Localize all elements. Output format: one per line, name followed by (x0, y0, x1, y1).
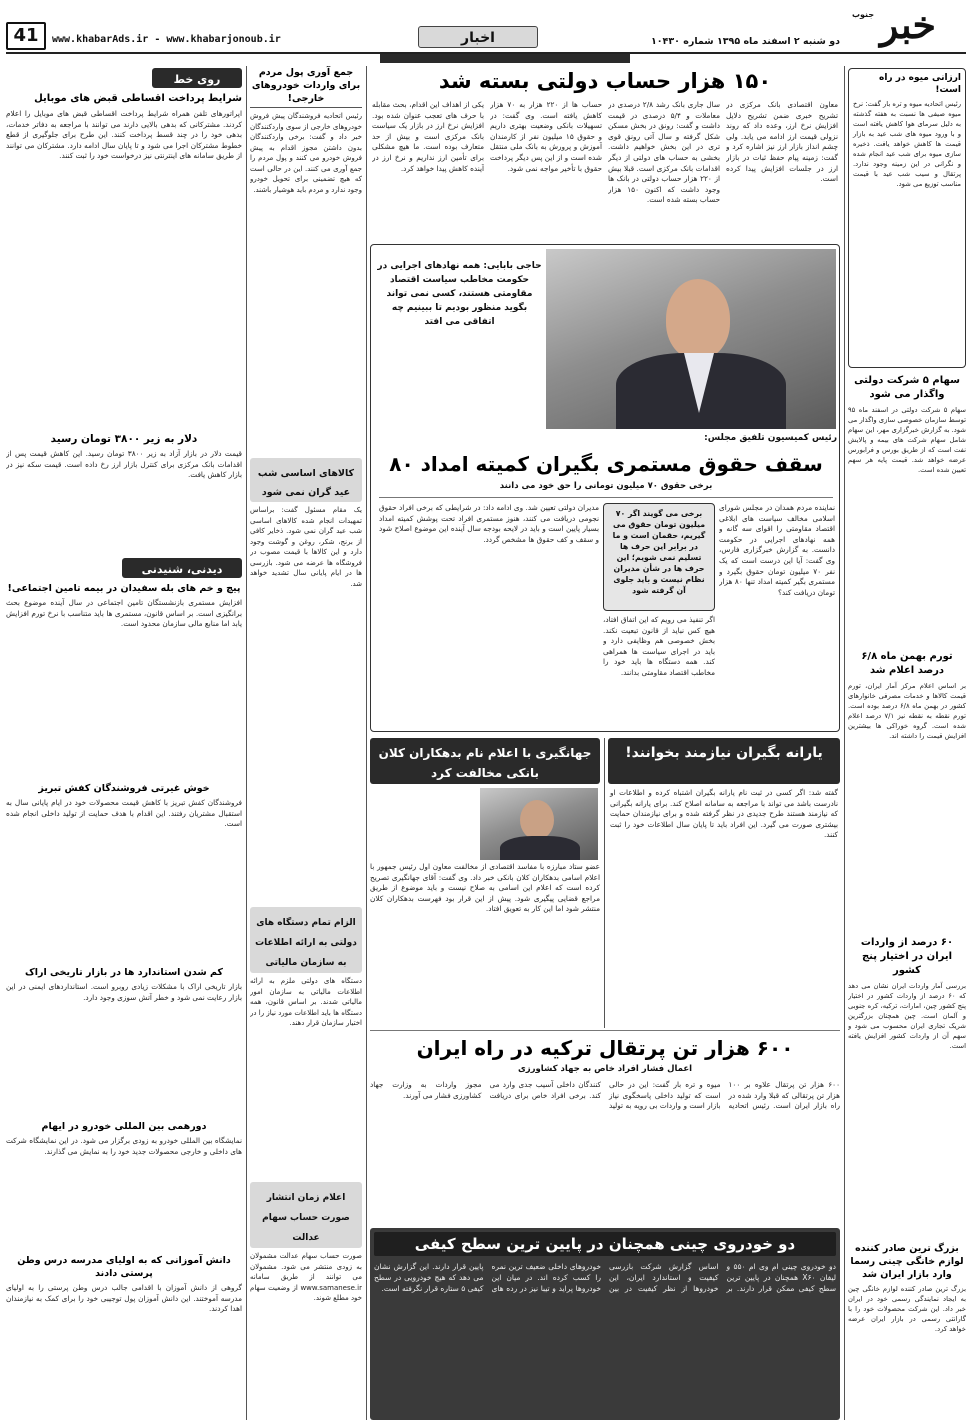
left-item-3 (6, 582, 242, 778)
section-label: اخبار (461, 30, 495, 46)
date-line: دو شنبه ۲ اسفند ماه ۱۳۹۵ شماره ۱۰۴۳۰ (650, 36, 840, 47)
photo-figure-head (666, 279, 730, 359)
didani-label: دیدنی، شنیدنی (141, 563, 223, 576)
divider (366, 66, 367, 1420)
main-body-col-2: اگر تنفیذ می رویم که این اتفاق افتاد، هیچ کس نباید از قانون تبعیت نکند. بخش خصوصی هم وظایفی دارد و باید در اجرای سیاست ها همراهی کند. همه دستگاه ها باید خود را مخاطب اقتصاد مقاومتی بدانند. (603, 615, 715, 677)
left-item-body: بازار تاریخی اراک با مشکلات زیادی روبرو است. استانداردهای ایمنی در این بازار رعایت نمی شود و خطر آتش سوزی وجود دارد. (6, 982, 242, 1002)
websites: www.khabarAds.ir - www.khabarjonoub.ir (52, 34, 281, 45)
right-item-4 (848, 936, 966, 1236)
jahangiri-photo (480, 788, 598, 860)
right-column (848, 68, 966, 1420)
right-item-3 (848, 650, 966, 930)
right-item-2 (848, 374, 966, 644)
right-item-title: بزرگ ترین صادر کننده لوازم خانگی چینی رسما وارد بازار ایران شد (850, 1243, 964, 1280)
mid-item-2-header (250, 458, 362, 502)
divider (844, 66, 845, 1420)
box-left-header (370, 738, 600, 784)
left-item-4 (6, 782, 242, 962)
mid-item-4-header (250, 1182, 362, 1248)
main-body-col-3: مدیران دولتی تعیین شد. وی ادامه داد: در شرایطی که برخی افراد حقوق نجومی دریافت می کنند، هنوز مستمری افراد تحت پوشش کمیته امداد بسیار پایین است و باید در لایحه بودجه سال آینده این موضوع اصلاح شود و سقف و کف حقوق ها مشخص گردد. (379, 503, 599, 544)
logo-sub: جنوب (852, 10, 875, 19)
mid-item-title: الزام تمام دستگاه های دولتی به ارائه اطلاعات به سازمان مالیاتی (255, 918, 357, 968)
mid-column (250, 66, 362, 1420)
right-item-5 (848, 1242, 966, 1420)
main-col-2-wrap (603, 503, 715, 729)
left-item-body: قیمت دلار در بازار آزاد به زیر ۳۸۰۰ تومان رسید. این کاهش قیمت پس از اقدامات بانک مرکزی برای کنترل بازار ارز رخ داده است. قیمت سکه نیز در بازار کاهش یافت. (6, 449, 242, 480)
left-item-body: اپراتورهای تلفن همراه شرایط پرداخت اقساطی قبض های موبایل را اعلام کردند. مشترکانی که بدهی بالایی دارند می توانند با مراجعه به دفاتر خدمات، بدهی خود را در چند قسط پرداخت کنند. این طرح برای جلوگیری از قطع خطوط مشترکان اجرا می شود و تا پایان سال ادامه دارد. مشترکان می توانند از طریق سامانه های اینترنتی نیز درخواست خود را ثبت کنند. (6, 109, 242, 161)
box-left-body: عضو ستاد مبارزه با مفاسد اقتصادی از مخالفت معاون اول رئیس جمهور با اعلام اسامی بدهکاران کلان بانکی خبر داد. وی گفت: آقای جهانگیری تصریح کرده است که اعلام این اسامی به صلاح نیست و باید موضوع از طریق مراجع قضایی پیگیری شود. پیش از این قرار بود فهرست بدهکاران کلان منتشر شود اما این کار به تعویق افتاد. (370, 862, 600, 914)
left-item-title: دورهمی بین المللی خودرو در ایهام (41, 1121, 207, 1132)
left-item-1 (6, 92, 242, 428)
main-story-box (370, 244, 840, 732)
right-item-body: بزرگ ترین صادر کننده لوازم خانگی چین به ایجاد نمایندگی رسمی خود در ایران خبر داد. این شرکت محصولات خود را با گارانتی رسمی در بازار ایران عرضه خواهد کرد. (848, 1285, 966, 1333)
rooye-khat-tab (152, 68, 242, 88)
left-item-title: پیچ و خم های بله سفیدان در بیمه تامین اجتماعی! (7, 583, 241, 594)
box-left-story (370, 738, 600, 1028)
photo-caption: حاجی بابایی: همه نهادهای اجرایی در حکومت مخاطب سیاست اقتصاد مقاومتی هستند، کسی نمی تواند بگوید منظور بودیم تا ببینیم چه اتفاقی می افتد (377, 261, 542, 327)
left-column (6, 68, 242, 1420)
left-item-6 (6, 1120, 242, 1250)
divider (246, 66, 247, 1420)
divider (604, 738, 605, 1028)
right-item-body: سهام ۵ شرکت دولتی در اسفند ماه ۹۵ توسط سازمان خصوصی سازی واگذار می شود. به گزارش خبرگزاری مهر، این سهام شامل سهام شرکت های بیمه و پالایش نفت است که از طریق بورس و فرابورس عرضه خواهد شد. قیمت پایه هر سهم تعیین شده است. (848, 406, 966, 474)
orange-subhead: اعمال فشار افراد خاص به جهاد کشاورزی (517, 1064, 693, 1074)
right-item-1 (848, 68, 966, 368)
left-item-title: کم شدن استاندارد ها در بازار تاریخی اراک (25, 967, 223, 978)
main-kicker: رئیس کمیسیون تلفیق مجلس: (704, 433, 837, 443)
main-subhead: برخی حقوق ۷۰ میلیون تومانی را حق خود می دانند (499, 481, 713, 491)
top-story-col-1: معاون اقتصادی بانک مرکزی در تشریح خبری ضمن تشریح دلایل افزایش نرخ ارز، وعده داد که روند نزولی قیمت ارز ادامه می یابد. ولی چشم انداز بازار ارز نیز اشاره کرد و گفت: زمینه پیام حفظ ثبات در بازار ارز در جلسات افزایش پیدا کرده است. (726, 100, 838, 184)
right-item-title: ۶۰ درصد از واردات ایران در اختیار پنج کشور (860, 937, 954, 976)
box-right-body: گفته شد: اگر کسی در ثبت نام یارانه بگیران اشتباه کرده و اطلاعات او نادرست باشد می تواند با مراجعه به سامانه اصلاح کند. برای یارانه بگیرانی که نیازمند هستند طرح جدیدی در نظر گرفته شده و برای نیازمندان حمایت بیشتری صورت می گیرد. این افراد باید تا پایان سال اطلاعات خود را ثبت کنند. (610, 788, 838, 840)
pull-quote (603, 503, 715, 611)
mid-item-body: دستگاه های دولتی ملزم به ارائه اطلاعات مالیاتی به سازمان امور مالیاتی شدند. بر اساس قانون، همه دستگاه ها باید اطلاعات مورد نیاز را در اختیار سازمان قرار دهند. (250, 977, 362, 1027)
right-item-body: رئیس اتحادیه میوه و تره بار گفت: نرخ میوه صیفی ها نسبت به هفته گذشته به دلیل سرمای هوا کاهش یافته است و با ورود میوه های شب عید به بازار قیمت ها کاهش خواهد یافت. ذخیره سازی میوه برای شب عید انجام شده و نگرانی در این زمینه وجود ندارد. پرتقال و سیب شب عید با قیمت مناسب توزیع می شود. (853, 100, 961, 188)
right-item-title: تورم بهمن ماه ۶/۸ درصد اعلام شد (861, 651, 953, 676)
right-item-title: سهام ۵ شرکت دولتی واگذار می شود (854, 375, 960, 400)
orange-story (370, 1034, 840, 1224)
main-subhead-rule (379, 497, 833, 498)
didani-tab (122, 558, 242, 578)
mid-item-title: جمع آوری پول مردم برای واردات خودروهای خارجی! (250, 66, 362, 108)
left-item-title: دلار به زیر ۳۸۰۰ تومان رسید (50, 433, 198, 445)
right-item-body: بررسی آمار واردات ایران نشان می دهد که ۶۰ درصد از واردات کشور در اختیار پنج کشور چین، امارات، ترکیه، کره جنوبی و آلمان است. چین همچنان بزرگترین شریک تجاری ایران محسوب می شود و سهم آن از واردات کشور افزایش یافته است. (848, 982, 966, 1050)
top-story-headline: ۱۵۰ هزار حساب دولتی بسته شد (438, 69, 772, 93)
page-number-box (6, 22, 46, 50)
mid-item-body: یک مقام مسئول گفت: براساس تمهیدات انجام شده کالاهای اساسی شب عید گران نمی شود. ذخایر کافی از برنج، شکر، روغن و گوشت وجود دارد و این کالاها با قیمت مصوب در فروشگاه ها عرضه می شود. بازرسی ها در ایام پایانی سال تشدید خواهد شد. (250, 506, 362, 588)
orange-headline: ۶۰۰ هزار تن پرتقال ترکیه در راه ایران (416, 1036, 794, 1060)
divider (370, 1030, 840, 1031)
top-story (370, 66, 840, 242)
newspaper-logo (850, 4, 966, 50)
top-story-col-4: یکی از اهداف این اقدام، بحث مقابله با حرف های تعجب عنوان شده بود. افزایش نرخ ارز در بازار یک سیاست بانک مرکزی است و بیش از حد متعارف بوده است. ما هیچ مشکلی برای تأمین ارز نداریم و نرخ ارز در آینده کاهش پیدا خواهد کرد. (372, 100, 484, 173)
main-body-col-1: نماینده مردم همدان در مجلس شورای اسلامی مخالف سیاست های ابلاغی اقتصاد مقاومتی را اقوای سه گانه و همه نهادهای اجرایی در حکومت دانست. به گزارش خبرگزاری فارس، وی گفت: آیا این درست است که یک نفر ۷۰ میلیون تومان حقوق بگیرد و مستمری بگیر کمیته امداد تنها ۸۰ هزار تومان دریافت کند؟ (719, 503, 835, 597)
box-right-headline: یارانه بگیران نیازمند بخوانند! (625, 745, 823, 761)
mid-item-1 (250, 66, 362, 452)
box-right-header (608, 738, 840, 784)
top-story-col-2: سال جاری بانک رشد ۲/۸ درصدی در معاملات و ۵/۴ درصدی در قیمت داشت و گفت: رونق در بخش مسکن شکل گرفته و سال آتی رونق قوی تری در این بخش خواهیم داشت. بخشی به حساب های دولتی از دیگر اقدامات بانک مرکزی است. قبلا بیش از ۲۲۰ هزار حساب دولتی در بانک ها وجود داشت که اکنون ۱۵۰ هزار حساب بسته شده است. (608, 100, 720, 205)
left-item-2 (6, 432, 242, 552)
left-item-body: افزایش مستمری بازنشستگان تامین اجتماعی در سال آینده موضوع بحث برانگیزی است. بر اساس قانون، مستمری ها باید متناسب با نرخ تورم افزایش یابد اما منابع مالی سازمان محدود است. (6, 598, 242, 629)
left-item-body: گروهی از دانش آموزان با اقدامی جالب درس وطن پرستی را به اولیای مدرسه آموختند. این دانش آموزان پول توجیبی خود را برای کمک به نیازمندان اهدا کردند. (6, 1283, 242, 1314)
left-item-title: دانش آموزانی که به اولیای مدرسه درس وطن پرستی دادند (17, 1255, 231, 1279)
right-item-body: بر اساس اعلام مرکز آمار ایران، تورم قیمت کالاها و خدمات مصرفی خانوارهای کشور در بهمن ماه ۶/۸ درصد بوده است. تورم نقطه به نقطه نیز ۷/۱ درصد اعلام شده است. گروه خوراکی ها بیشترین افزایش قیمت را داشته اند. (848, 682, 966, 740)
page-number: 41 (13, 25, 39, 46)
right-item-title: ارزانی میوه در راه است! (879, 73, 961, 95)
car-story (370, 1228, 840, 1420)
box-right-story (608, 738, 840, 1028)
latin-band (380, 54, 630, 63)
mid-item-body: صورت حساب سهام عدالت مشمولان به زودی منتشر می شود. مشمولان می توانند از طریق سامانه www.samanese.ir از وضعیت سهام خود مطلع شوند. (250, 1252, 362, 1302)
orange-body: ۶۰۰ هزار تن پرتقال علاوه بر ۱۰۰ هزار تن پرتقالی که قبلا وارد شده در راه بازار ایران است. رئیس اتحادیه میوه و تره بار گفت: این در حالی است که تولید داخلی پاسخگوی نیاز بازار است و واردات بی رویه به تولید کنندگان داخلی آسیب جدی وارد می کند. برخی افراد خاص برای دریافت مجوز واردات به وزارت جهاد کشاورزی فشار می آورند. (370, 1080, 840, 1111)
mid-item-body: رئیس اتحادیه فروشندگان پیش فروش خودروهای خارجی از سوی واردکنندگان خبر داد و گفت: برخی واردکنندگان بدون داشتن مجوز اقدام به پیش فروش خودرو می کنند و پول مردم را جمع آوری می کنند. این در حالی است که هیچ تضمینی برای تحویل خودرو وجود ندارد و مردم باید هوشیار باشند. (250, 112, 362, 194)
rooye-khat-label: روی خط (173, 73, 221, 86)
mid-item-title: کالاهای اساسی شب عید گران نمی شود (257, 468, 355, 498)
pull-quote-text: برخی می گویند اگر ۷۰ میلیون تومان حقوق می گیریم، حقمان است و ما در برابر این حرف ها تسلیم نمی شویم؛ این حرف ها در شأن مدیران نظام نیست و باید جلوی آن گرفته شود (612, 509, 706, 595)
left-item-body: نمایشگاه بین المللی خودرو به زودی برگزار می شود. در این نمایشگاه شرکت های داخلی و خارجی محصولات جدید خود را به نمایش می گذارند. (6, 1136, 242, 1156)
car-headline: دو خودروی چینی همچنان در پایین ترین سطح کیفی (374, 1232, 836, 1256)
photo-figure-suit (500, 836, 580, 860)
left-item-title: شرایط پرداخت اقساطی قبض های موبایل (34, 93, 242, 104)
left-item-title: خوش غیرتی فروشندگان کفش تبریز (38, 783, 210, 794)
mid-item-title: اعلام زمان انتشار صورت حساب سهام عدالت (262, 1193, 350, 1243)
box-left-headline: جهانگیری با اعلام نام بدهکاران کلان بانکی مخالفت کرد (378, 746, 592, 780)
left-item-5 (6, 966, 242, 1116)
left-item-7 (6, 1254, 242, 1420)
top-story-col-3: حساب ها از ۲۲۰ هزار به ۷۰ هزار کاهش یافته است. وی گفت: در تسهیلات بانکی وضعیت بهتری داریم و حقوق ۱۵ میلیون نفر از کارمندان آموزش و پرورش به بانک ملی منتقل شده است و از این پس دیگر پرداخت حقوق با تأخیر مواجه نمی شود. (490, 100, 602, 173)
mid-item-3-header (250, 907, 362, 973)
header (0, 0, 970, 60)
car-body: دو خودروی چینی ام وی ام ۵۵۰ و لیفان X۶۰ همچنان در پایین ترین سطح کیفی ممکن قرار دارند. بر اساس گزارش شرکت بازرسی کیفیت و استاندارد ایران، این خودروها از نظر کیفیت در بین خودروهای داخلی ضعیف ترین نمره را کسب کرده اند. در میان این خودروها پراید و تیبا نیز در رده های پایین قرار دارند. این گزارش نشان می دهد که هیچ خودرویی در سطح کیفی ۵ ستاره قرار نگرفته است. (374, 1262, 836, 1293)
photo-figure-head (520, 800, 554, 840)
section-tab (418, 26, 538, 48)
hajibabaei-photo (546, 249, 836, 429)
main-headline: سقف حقوق مستمری بگیران کمیته امداد ۸۰ (389, 452, 823, 476)
left-item-body: فروشندگان کفش تبریز با کاهش قیمت محصولات خود در ایام پایانی سال به استقبال مشتریان رفتند. این اقدام با هدف حمایت از تولید داخلی انجام شده است. (6, 798, 242, 829)
logo-text: خبر (880, 4, 936, 47)
